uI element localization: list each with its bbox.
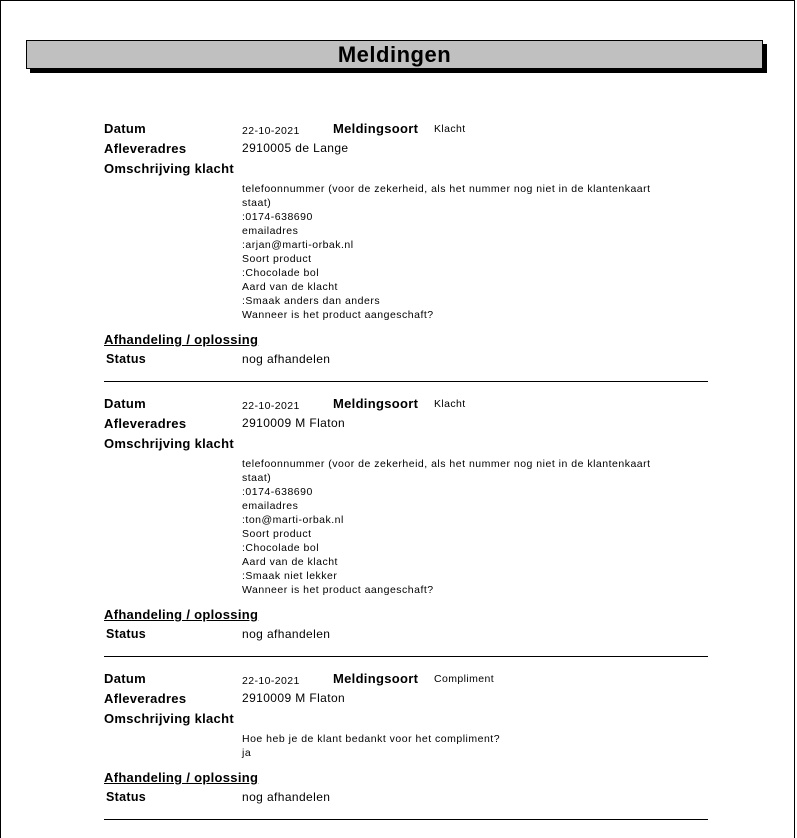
afleveradres-value: 2910009 M Flaton <box>242 691 346 705</box>
status-value: nog afhandelen <box>242 352 331 366</box>
meldingsoort-value: Klacht <box>434 123 466 135</box>
omschrijving-label: Omschrijving klacht <box>104 436 234 451</box>
afleveradres-label: Afleveradres <box>104 416 187 431</box>
entries-list <box>104 121 708 820</box>
afhandeling-heading: Afhandeling / oplossing <box>104 607 259 622</box>
afleveradres-row <box>104 691 708 711</box>
meldingsoort-value: Compliment <box>434 673 495 685</box>
melding-entry <box>104 657 708 820</box>
melding-entry <box>104 382 708 657</box>
omschrijving-text: telefoonnummer (voor de zekerheid, als het nummer nog niet in de klantenkaart staat) :0174-638690 emailadres :ton@marti-orbak.nl Soort product :Chocolade bol Aard van de klacht :Smaak niet lekker Wanneer is het product aangeschaft? <box>242 458 651 596</box>
meldingsoort-label: Meldingsoort <box>333 396 419 411</box>
afleveradres-value: 2910009 M Flaton <box>242 416 346 430</box>
omschrijving-row <box>104 711 708 731</box>
datum-row <box>104 396 708 416</box>
datum-row <box>104 671 708 691</box>
status-label: Status <box>106 790 147 804</box>
afleveradres-value: 2910005 de Lange <box>242 141 349 155</box>
status-row <box>104 790 708 810</box>
melding-entry <box>104 121 708 382</box>
afleveradres-row <box>104 416 708 436</box>
status-value: nog afhandelen <box>242 790 331 804</box>
meldingsoort-label: Meldingsoort <box>333 671 419 686</box>
afleveradres-label: Afleveradres <box>104 141 187 156</box>
meldingsoort-value: Klacht <box>434 398 466 410</box>
status-row <box>104 627 708 647</box>
omschrijving-row <box>104 436 708 456</box>
omschrijving-text: Hoe heb je de klant bedankt voor het compliment? ja <box>242 733 501 759</box>
omschrijving-row <box>104 161 708 181</box>
omschrijving-label: Omschrijving klacht <box>104 161 234 176</box>
datum-label: Datum <box>104 121 146 136</box>
datum-value: 22-10-2021 <box>242 125 300 137</box>
status-row <box>104 352 708 372</box>
status-value: nog afhandelen <box>242 627 331 641</box>
omschrijving-label: Omschrijving klacht <box>104 711 234 726</box>
afleveradres-label: Afleveradres <box>104 691 187 706</box>
afhandeling-heading: Afhandeling / oplossing <box>104 770 259 785</box>
afhandeling-heading: Afhandeling / oplossing <box>104 332 259 347</box>
report-title: Meldingen <box>26 40 763 69</box>
datum-value: 22-10-2021 <box>242 675 300 687</box>
omschrijving-text: telefoonnummer (voor de zekerheid, als het nummer nog niet in de klantenkaart staat) :0174-638690 emailadres :arjan@marti-orbak.nl Soort product :Chocolade bol Aard van de klacht :Smaak anders dan anders Wanneer is het product aangeschaft? <box>242 183 651 321</box>
afleveradres-row <box>104 141 708 161</box>
datum-label: Datum <box>104 396 146 411</box>
datum-label: Datum <box>104 671 146 686</box>
meldingsoort-label: Meldingsoort <box>333 121 419 136</box>
status-label: Status <box>106 627 147 641</box>
datum-value: 22-10-2021 <box>242 400 300 412</box>
status-label: Status <box>106 352 147 366</box>
datum-row <box>104 121 708 141</box>
